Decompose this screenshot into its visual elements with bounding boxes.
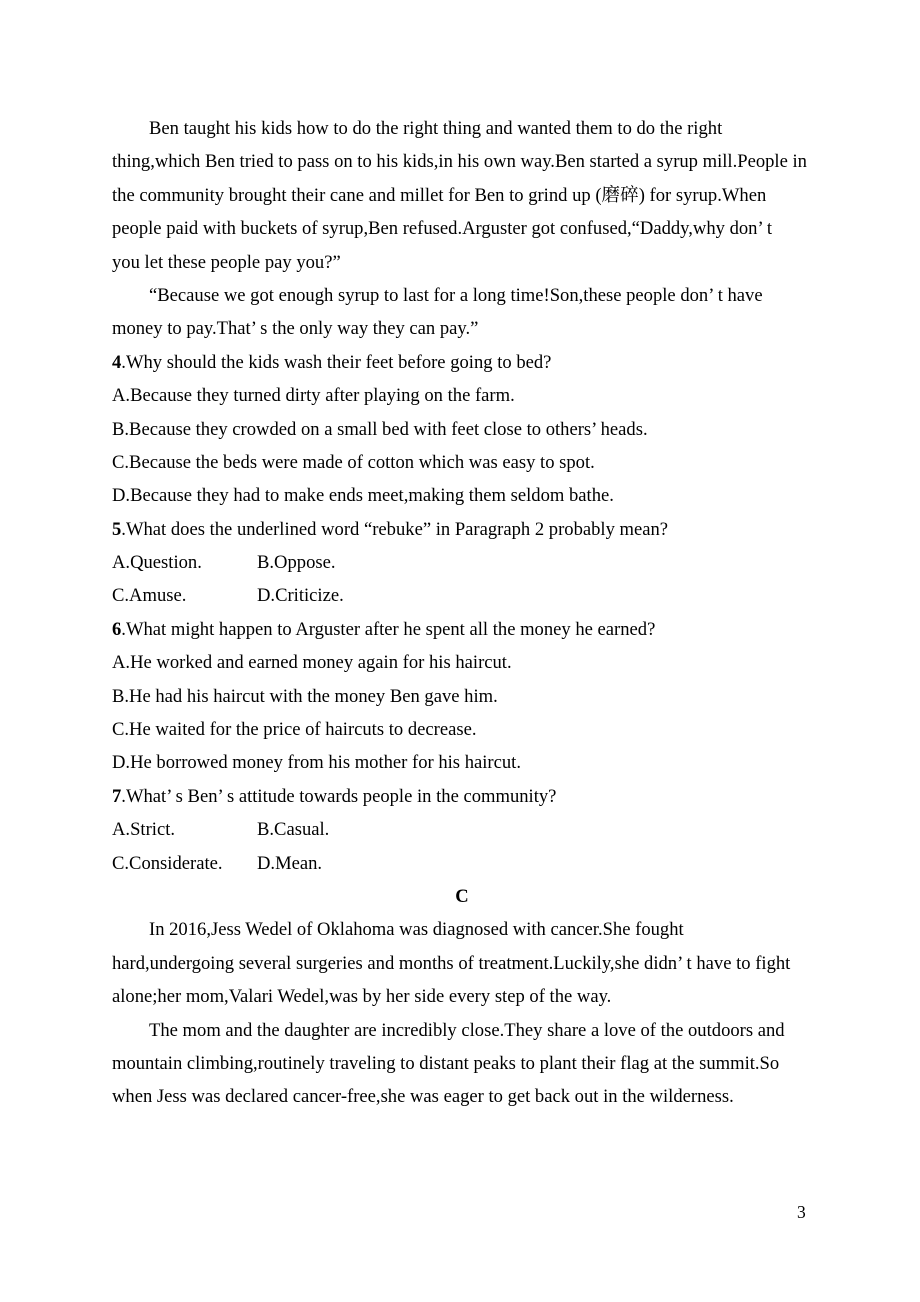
- question-4-stem: [112, 346, 812, 379]
- question-4-option-b: B.Because they crowded on a small bed with feet close to others’ heads.: [112, 418, 648, 440]
- section-c-para2-line2: mountain climbing,routinely traveling to distant peaks to plant their flag at the summit.So: [112, 1052, 780, 1074]
- question-5-options-row1: [112, 546, 812, 579]
- question-7-option-b: B.Casual.: [257, 819, 330, 841]
- question-7-options-row1: [112, 813, 812, 846]
- section-c-para1-line1: In 2016,Jess Wedel of Oklahoma was diagnosed with cancer.She fought: [149, 919, 684, 941]
- question-5-option-c: C.Amuse.: [112, 585, 187, 607]
- question-6-option-b: B.He had his haircut with the money Ben gave him.: [112, 685, 498, 707]
- question-6-number: 6: [112, 618, 122, 640]
- page-number: 3: [797, 1202, 806, 1222]
- section-c-para2-line1: The mom and the daughter are incredibly close.They share a love of the outdoors and: [149, 1019, 785, 1041]
- question-5-option-d: D.Criticize.: [257, 585, 344, 607]
- passage-b-para1-line2: thing,which Ben tried to pass on to his kids,in his own way.Ben started a syrup mill.People in: [112, 151, 807, 173]
- question-5-options-row2: [112, 579, 812, 612]
- question-4-option-c: C.Because the beds were made of cotton which was easy to spot.: [112, 451, 595, 473]
- passage-b-para2-line1: “Because we got enough syrup to last for a long time!Son,these people don’ t have: [149, 284, 763, 306]
- section-c-para1-line3: alone;her mom,Valari Wedel,was by her side every step of the way.: [112, 986, 612, 1008]
- question-7-option-a: A.Strict.: [112, 819, 176, 841]
- question-5-stem-text: .What does the underlined word “rebuke” in Paragraph 2 probably mean?: [121, 518, 669, 540]
- question-7-stem-text: .What’ s Ben’ s attitude towards people in the community?: [121, 785, 557, 807]
- question-6-option-d: D.He borrowed money from his mother for his haircut.: [112, 752, 521, 774]
- question-7-number: 7: [112, 785, 122, 807]
- question-6-stem: [112, 613, 812, 646]
- question-6-option-c: C.He waited for the price of haircuts to decrease.: [112, 719, 477, 741]
- question-6-stem-text: .What might happen to Arguster after he spent all the money he earned?: [121, 618, 656, 640]
- section-c-heading: C: [455, 885, 469, 907]
- passage-b-para1-line4: people paid with buckets of syrup,Ben refused.Arguster got confused,“Daddy,why don’ t: [112, 218, 773, 240]
- question-6-option-a: A.He worked and earned money again for his haircut.: [112, 652, 512, 674]
- passage-b-para1-line3: the community brought their cane and millet for Ben to grind up (磨碎) for syrup.When: [112, 184, 767, 206]
- section-c-para1-line2: hard,undergoing several surgeries and months of treatment.Luckily,she didn’ t have to fight: [112, 952, 791, 974]
- question-5-number: 5: [112, 518, 122, 540]
- question-4-number: 4: [112, 351, 122, 373]
- question-7-option-d: D.Mean.: [257, 852, 323, 874]
- question-5-option-b: B.Oppose.: [257, 552, 336, 574]
- question-7-option-c: C.Considerate.: [112, 852, 223, 874]
- question-5-stem: [112, 513, 812, 546]
- question-4-option-d: D.Because they had to make ends meet,making them seldom bathe.: [112, 485, 614, 507]
- question-5-option-a: A.Question.: [112, 552, 202, 574]
- section-c-para2-line3: when Jess was declared cancer-free,she was eager to get back out in the wilderness.: [112, 1086, 734, 1108]
- question-4-stem-text: .Why should the kids wash their feet before going to bed?: [121, 351, 552, 373]
- question-7-stem: [112, 780, 812, 813]
- passage-b-para1-line1: Ben taught his kids how to do the right thing and wanted them to do the right: [149, 118, 723, 139]
- document-text-block: [112, 112, 812, 1114]
- passage-b-para1-line5: you let these people pay you?”: [112, 251, 341, 273]
- question-7-options-row2: [112, 847, 812, 880]
- passage-b-para2-line2: money to pay.That’ s the only way they can pay.”: [112, 318, 479, 340]
- question-4-option-a: A.Because they turned dirty after playing on the farm.: [112, 385, 515, 407]
